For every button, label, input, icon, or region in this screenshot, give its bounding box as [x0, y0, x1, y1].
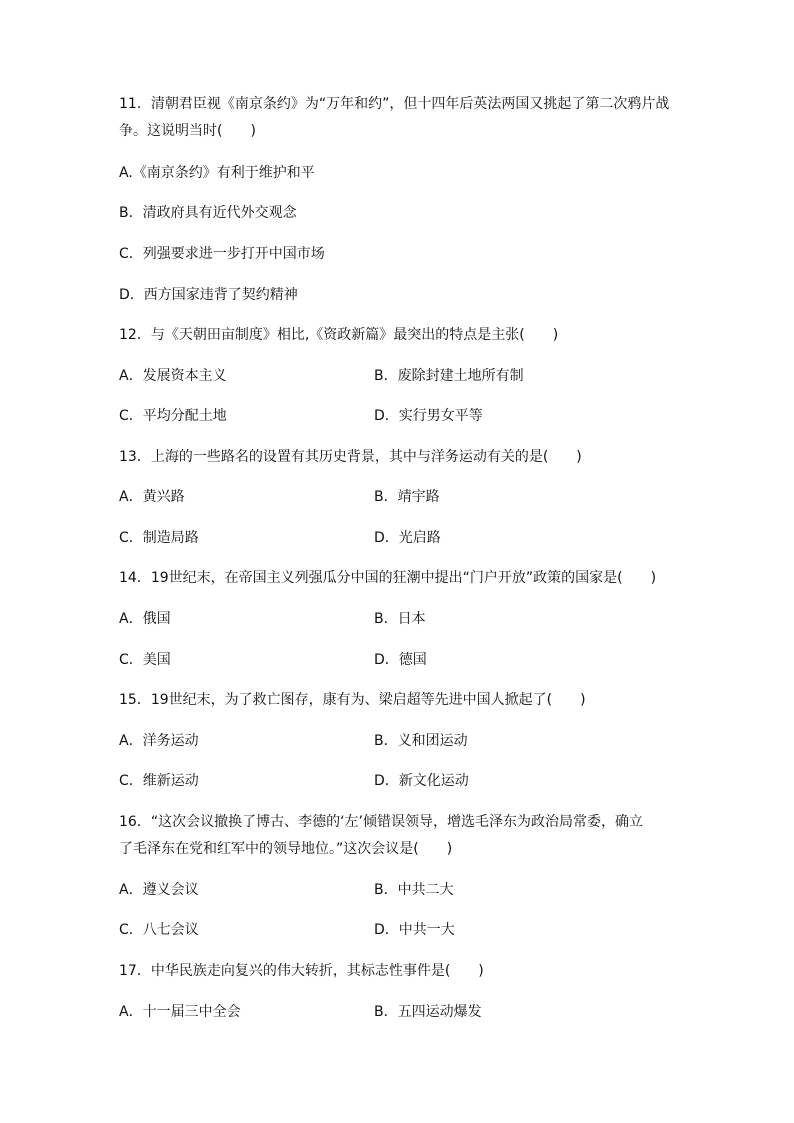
question-15-option-b: B．义和团运动 — [374, 733, 468, 749]
question-13-option-a: A．黄兴路 — [119, 489, 185, 505]
question-16-option-a: A．遵义会议 — [119, 882, 199, 898]
question-11-option-a: A.《南京条约》有利于维护和平 — [119, 165, 315, 181]
question-13-stem: 13．上海的一些路名的设置有其历史背景，其中与洋务运动有关的是( ) — [119, 449, 582, 465]
question-13-option-d: D．光启路 — [374, 530, 441, 546]
question-12-option-c: C．平均分配土地 — [119, 408, 227, 424]
question-11-option-d: D．西方国家违背了契约精神 — [119, 287, 298, 303]
question-17-option-a: A．十一届三中全会 — [119, 1004, 241, 1020]
question-16-stem-line-1: 16．“这次会议撤换了博古、李德的‘左’倾错误领导，增选毛泽东为政治局常委，确立 — [119, 814, 643, 830]
question-14-option-c: C．美国 — [119, 652, 171, 668]
question-15-option-c: C．维新运动 — [119, 773, 199, 789]
question-15-option-d: D．新文化运动 — [374, 773, 469, 789]
question-15-option-a: A．洋务运动 — [119, 733, 199, 749]
question-14-option-a: A．俄国 — [119, 611, 171, 627]
question-15-stem: 15．19世纪末，为了救亡图存，康有为、梁启超等先进中国人掀起了( ) — [119, 692, 586, 708]
question-16-stem-line-2: 了毛泽东在党和红军中的领导地位。”这次会议是( ) — [119, 841, 453, 857]
question-14-option-d: D．德国 — [374, 652, 427, 668]
question-17-option-b: B．五四运动爆发 — [374, 1004, 482, 1020]
question-16-option-c: C．八七会议 — [119, 922, 199, 938]
question-17-stem: 17．中华民族走向复兴的伟大转折，其标志性事件是( ) — [119, 963, 484, 979]
question-13-option-b: B．靖宇路 — [374, 489, 440, 505]
question-11-option-b: B．清政府具有近代外交观念 — [119, 205, 297, 221]
question-12-option-d: D．实行男女平等 — [374, 408, 483, 424]
question-14-option-b: B．日本 — [374, 611, 426, 627]
question-11-option-c: C．列强要求进一步打开中国市场 — [119, 246, 325, 262]
question-11-stem-line-1: 11．清朝君臣视《南京条约》为“万年和约”，但十四年后英法两国又挑起了第二次鸦片战 — [119, 96, 670, 112]
question-16-option-b: B．中共二大 — [374, 882, 454, 898]
question-12-stem: 12．与《天朝田亩制度》相比,《资政新篇》最突出的特点是主张( ) — [119, 327, 559, 343]
question-13-option-c: C．制造局路 — [119, 530, 199, 546]
question-11-stem-line-2: 争。这说明当时( ) — [119, 123, 256, 139]
question-14-stem: 14．19世纪末，在帝国主义列强瓜分中国的狂潮中提出“门户开放”政策的国家是( ) — [119, 570, 657, 586]
question-12-option-b: B．废除封建土地所有制 — [374, 368, 524, 384]
question-12-option-a: A．发展资本主义 — [119, 368, 227, 384]
question-16-option-d: D．中共一大 — [374, 922, 455, 938]
